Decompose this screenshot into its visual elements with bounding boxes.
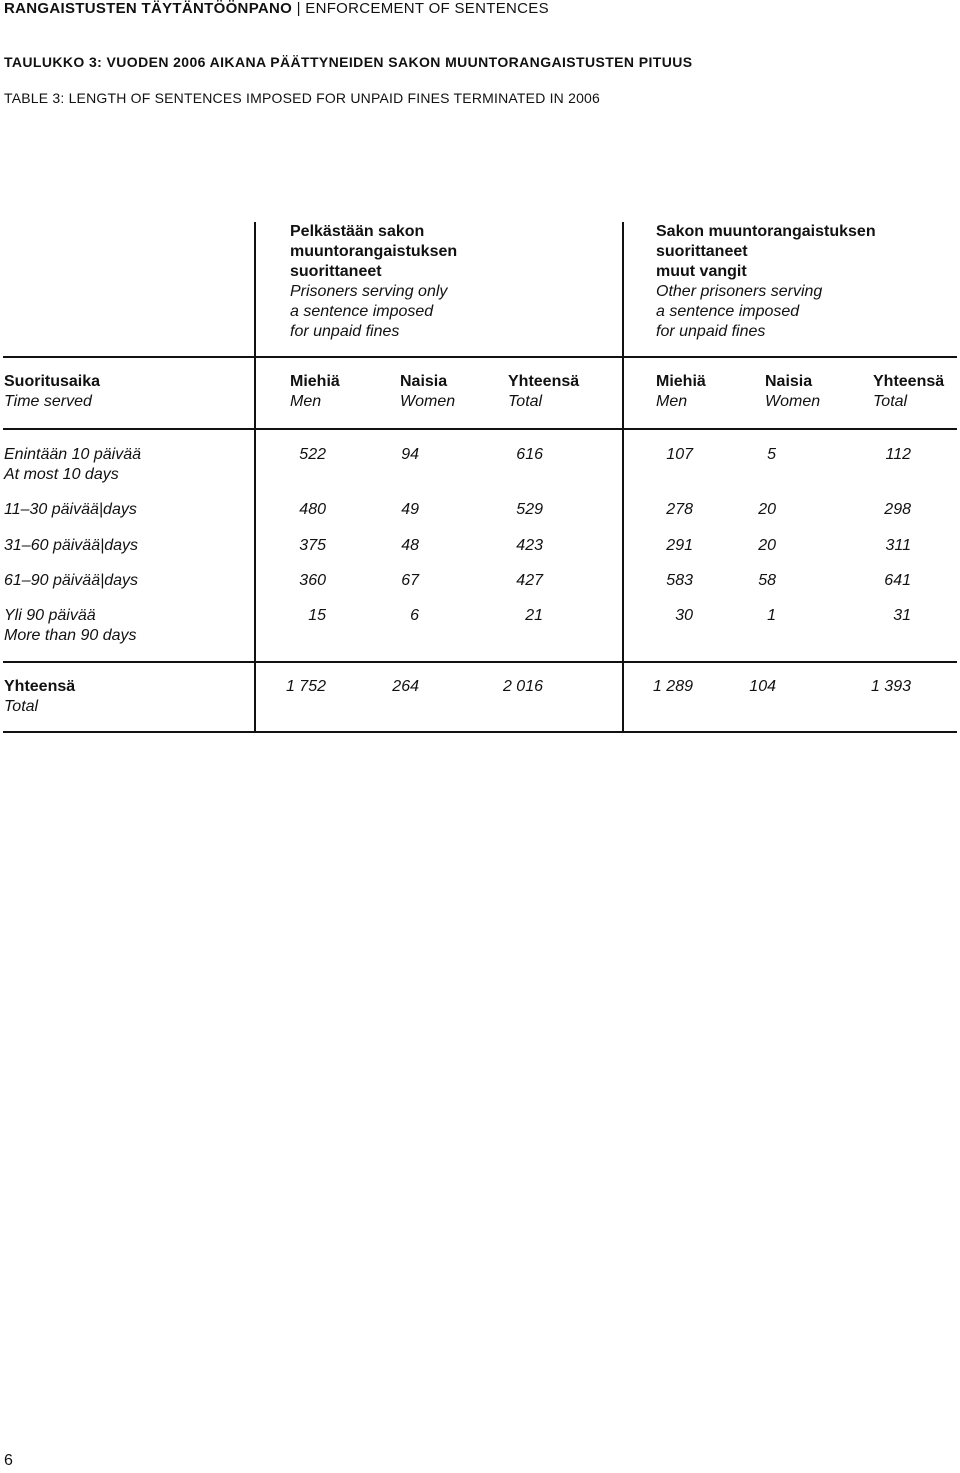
col-header-fi: Yhteensä	[508, 373, 580, 390]
group1-fi-line3: suorittaneet	[290, 263, 382, 280]
cell-women-1: 67	[401, 572, 419, 589]
section-title-fi: RANGAISTUSTEN TÄYTÄNTÖÖNPANO	[4, 0, 293, 17]
cell-total-1: 21	[525, 607, 543, 624]
group1-en-line1: Prisoners serving only	[290, 283, 448, 300]
col-header-women-2	[765, 372, 820, 412]
table-row-label	[4, 500, 137, 520]
col-header-fi: Naisia	[765, 373, 813, 390]
row-header	[4, 372, 100, 412]
cell-men-2: 107	[666, 446, 693, 463]
header-separator: |	[296, 0, 301, 17]
row-label-line1: 61–90 päivää|days	[4, 572, 139, 589]
total-men-2: 1 289	[652, 678, 693, 695]
col-header-en: Men	[656, 393, 688, 410]
cell-men-2: 278	[666, 501, 693, 518]
cell-women-2: 58	[758, 572, 776, 589]
col-header-total-2	[873, 372, 944, 412]
row-label-line1: 11–30 päivää|days	[4, 501, 137, 518]
column-divider-1	[254, 222, 256, 732]
table-row-label	[4, 571, 138, 591]
col-header-men-2	[656, 372, 706, 412]
cell-men-1: 360	[299, 572, 326, 589]
group1-en-line2: a sentence imposed	[290, 303, 434, 320]
group2-fi-line3: muut vangit	[656, 263, 747, 280]
row-label-line1: Yli 90 päivää	[4, 607, 96, 624]
cell-women-2: 20	[758, 537, 776, 554]
table-title-fi: TAULUKKO 3: VUODEN 2006 AIKANA PÄÄTTYNEIDEN SAKON MUUNTORANGAISTUSTEN PITUUS	[4, 54, 693, 70]
group-header-1	[290, 222, 457, 342]
total-total-2: 1 393	[870, 678, 911, 695]
group1-fi-line1: Pelkästään sakon	[290, 223, 425, 240]
col-header-en: Total	[873, 393, 908, 410]
cell-men-2: 291	[666, 537, 693, 554]
row-header-en: Time served	[4, 393, 92, 410]
cell-men-1: 480	[299, 501, 326, 518]
group1-en-line3: for unpaid fines	[290, 323, 400, 340]
cell-total-2: 641	[884, 572, 911, 589]
col-header-men-1	[290, 372, 340, 412]
cell-women-2: 1	[767, 607, 776, 624]
group2-fi-line2: suorittaneet	[656, 243, 748, 260]
col-header-women-1	[400, 372, 455, 412]
group-header-2	[656, 222, 876, 342]
row-label-line2: More than 90 days	[4, 627, 137, 644]
cell-total-2: 298	[884, 501, 911, 518]
cell-women-1: 49	[401, 501, 419, 518]
cell-men-2: 30	[675, 607, 693, 624]
group2-en-line3: for unpaid fines	[656, 323, 766, 340]
row-label-line1: Enintään 10 päivää	[4, 446, 141, 463]
table-row-label	[4, 445, 141, 485]
col-header-fi: Miehiä	[656, 373, 706, 390]
total-women-1: 264	[392, 678, 419, 695]
cell-women-1: 6	[410, 607, 419, 624]
group1-fi-line2: muuntorangaistuksen	[290, 243, 458, 260]
cell-men-2: 583	[666, 572, 693, 589]
cell-men-1: 15	[308, 607, 326, 624]
cell-women-1: 48	[401, 537, 419, 554]
row-label-line2: At most 10 days	[4, 466, 119, 483]
col-header-en: Men	[290, 393, 322, 410]
col-header-en: Total	[508, 393, 543, 410]
cell-total-1: 427	[516, 572, 543, 589]
cell-women-1: 94	[401, 446, 419, 463]
row-header-fi: Suoritusaika	[4, 373, 101, 390]
page-number: 6	[4, 1452, 13, 1469]
cell-total-2: 112	[885, 446, 911, 463]
rule-above-total	[3, 661, 957, 663]
cell-women-2: 20	[758, 501, 776, 518]
group2-en-line1: Other prisoners serving	[656, 283, 823, 300]
group2-en-line2: a sentence imposed	[656, 303, 800, 320]
rule-under-header	[3, 428, 957, 430]
col-header-en: Women	[765, 393, 821, 410]
running-header	[4, 0, 549, 17]
total-men-1: 1 752	[285, 678, 326, 695]
total-label-en: Total	[4, 698, 39, 715]
total-row-label	[4, 677, 75, 717]
section-title-en: ENFORCEMENT OF SENTENCES	[305, 0, 549, 17]
cell-total-1: 616	[516, 446, 543, 463]
table-row-label	[4, 606, 137, 646]
cell-total-2: 311	[885, 537, 911, 554]
col-header-total-1	[508, 372, 579, 412]
col-header-en: Women	[400, 393, 456, 410]
total-label-fi: Yhteensä	[4, 678, 76, 695]
table-row-label	[4, 536, 138, 556]
column-divider-2	[622, 222, 624, 732]
table-title-en: TABLE 3: LENGTH OF SENTENCES IMPOSED FOR UNPAID FINES TERMINATED IN 2006	[4, 90, 601, 106]
cell-total-2: 31	[893, 607, 911, 624]
col-header-fi: Naisia	[400, 373, 448, 390]
group2-fi-line1: Sakon muuntorangaistuksen	[656, 223, 876, 240]
rule-top	[3, 356, 957, 358]
total-women-2: 104	[749, 678, 776, 695]
cell-women-2: 5	[767, 446, 776, 463]
rule-bottom	[3, 731, 957, 733]
cell-total-1: 423	[516, 537, 543, 554]
row-label-line1: 31–60 päivää|days	[4, 537, 139, 554]
col-header-fi: Miehiä	[290, 373, 340, 390]
cell-total-1: 529	[516, 501, 543, 518]
col-header-fi: Yhteensä	[873, 373, 945, 390]
total-total-1: 2 016	[502, 678, 543, 695]
cell-men-1: 375	[299, 537, 326, 554]
cell-men-1: 522	[299, 446, 326, 463]
